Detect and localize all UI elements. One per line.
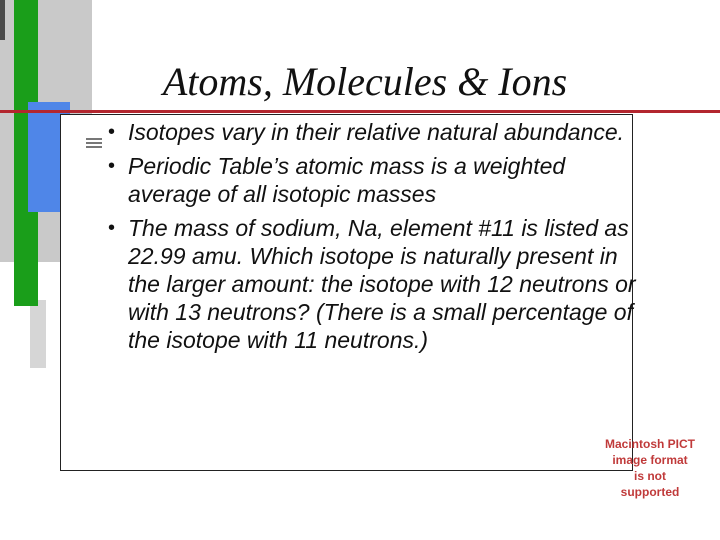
slide-title: Atoms, Molecules & Ions [162,59,568,104]
placeholder-line: Macintosh PICT [604,437,695,451]
list-icon [86,138,102,150]
bullet-item [106,214,636,354]
decorative-dark-strip [0,0,5,40]
bullet-text: Isotopes vary in their relative natural abundance. [128,119,625,145]
bullet-marker: • [108,121,116,143]
bullet-text: Periodic Table’s atomic mass is a weighted average of all isotopic masses [128,153,566,207]
bullet-text: The mass of sodium, Na, element #11 is listed as 22.99 amu. Which isotope is naturally present in the larger amount: the isotope with 12 neutrons or with 13 neutrons? (There is a small percentage of the isotope with 11 neutrons.) [128,215,636,353]
bullet-item [106,118,636,146]
bullet-item [106,152,636,208]
bullet-marker: • [108,217,116,239]
placeholder-line: image format [612,453,688,467]
unsupported-image-placeholder [604,436,696,500]
bullet-list [106,118,636,360]
title-divider-line [0,110,720,113]
placeholder-line: is not supported [620,469,680,499]
decorative-gray-block-lower [30,300,46,368]
bullet-marker: • [108,155,116,177]
